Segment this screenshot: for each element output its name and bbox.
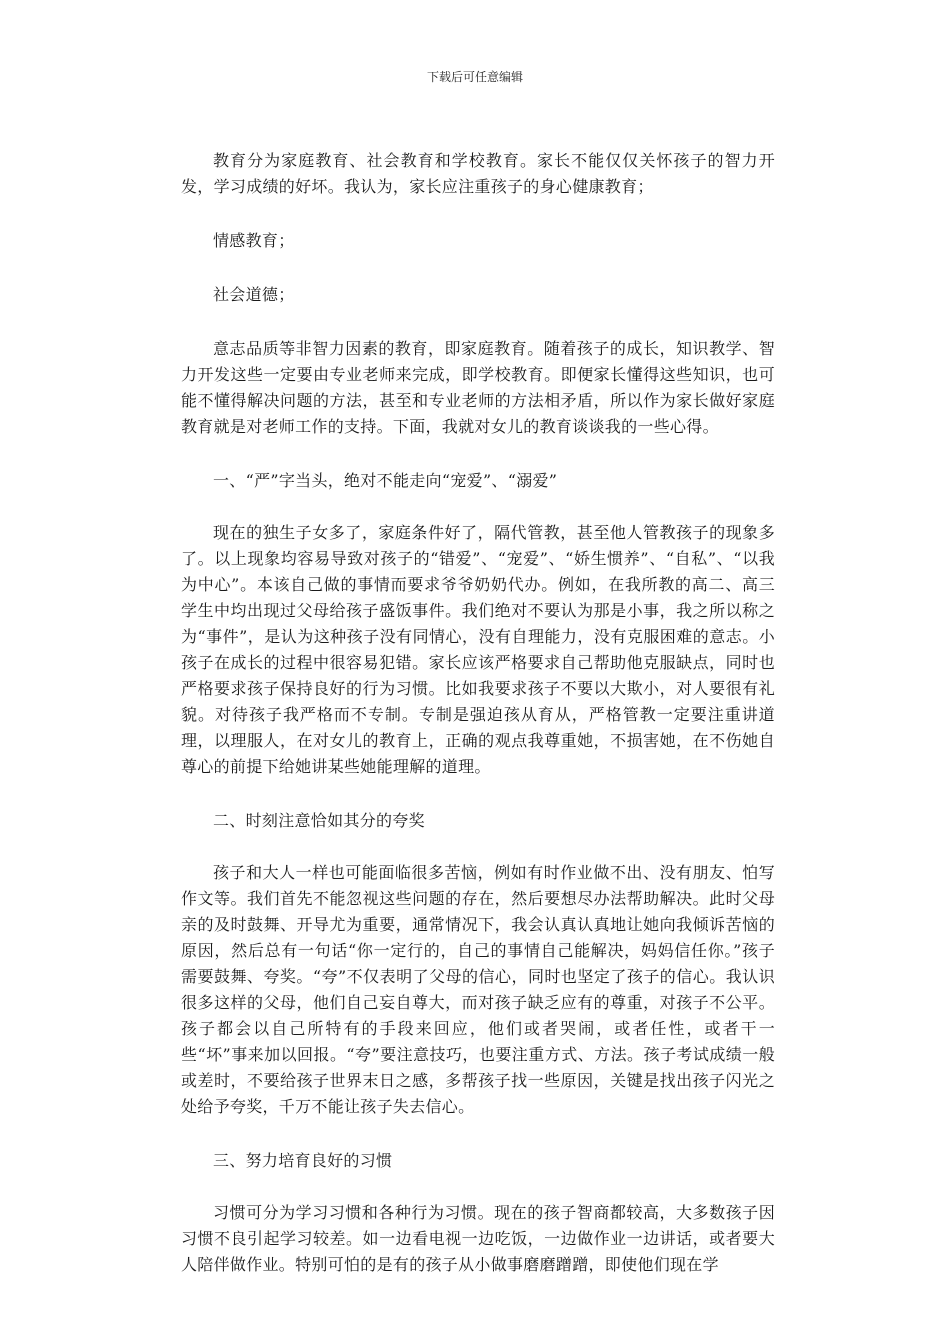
paragraph-will-quality: 意志品质等非智力因素的教育，即家庭教育。随着孩子的成长，知识教学、智力开发这些一定要由专业老师来完成，即学校教育。即便家长懂得这些知识，也可能不懂得解决问题的方法，甚至和专业老师的方法相矛盾，所以作为家长做好家庭教育就是对老师工作的支持。下面，我就对女儿的教育谈谈我的一些心得。 — [181, 339, 775, 436]
paragraph-emotional-education: 情感教育； — [213, 231, 295, 250]
paragraph-strictness: 现在的独生子女多了，家庭条件好了，隔代管教，甚至他人管教孩子的现象多了。以上现象均容易导致对孩子的“错爱”、“宠爱”、“娇生惯养”、“自私”、“以我为中心”。本该自己做的事情而要求爷爷奶奶代办。例如，在我所教的高二、高三学生中均出现过父母给孩子盛饭事件。我们绝对不要认为那是小事，我之所以称之为“事件”，是认为这种孩子没有同情心，没有自理能力，没有克服困难的意志。小孩子在成长的过程中很容易犯错。家长应该严格要求自己帮助他克服缺点，同时也严格要求孩子保持良好的行为习惯。比如我要求孩子不要以大欺小，对人要很有礼貌。对待孩子我严格而不专制。专制是强迫孩从育从，严格管教一定要注重讲道理，以理服人，在对女儿的教育上，正确的观点我尊重她，不损害她，在不伤她自尊心的前提下给她讲某些她能理解的道理。 — [181, 523, 775, 776]
section-heading-1: 一、“严”字当头，绝对不能走向“宠爱”、“溺爱” — [213, 471, 558, 490]
download-note: 下载后可任意编辑 — [426, 70, 523, 84]
paragraph-intro: 教育分为家庭教育、社会教育和学校教育。家长不能仅仅关怀孩子的智力开发，学习成绩的好坏。我认为，家长应注重孩子的身心健康教育； — [181, 151, 775, 196]
section-heading-3: 三、努力培育良好的习惯 — [213, 1151, 393, 1170]
paragraph-habits: 习惯可分为学习习惯和各种行为习惯。现在的孩子智商都较高，大多数孩子因习惯不良引起学习较差。如一边看电视一边吃饭，一边做作业一边讲话，或者要大人陪伴做作业。特别可怕的是有的孩子从小做事磨磨蹭蹭，即使他们现在学 — [181, 1203, 775, 1274]
section-heading-2: 二、时刻注意恰如其分的夸奖 — [213, 811, 425, 830]
paragraph-social-morality: 社会道德； — [213, 285, 295, 304]
document-body — [181, 148, 775, 1306]
paragraph-praise: 孩子和大人一样也可能面临很多苦恼，例如有时作业做不出、没有朋友、怕写作文等。我们首先不能忽视这些问题的存在，然后要想尽办法帮助解决。此时父母亲的及时鼓舞、开导尤为重要，通常情况下，我会认真认真地让她向我倾诉苦恼的原因，然后总有一句话“你一定行的，自己的事情自己能解决，妈妈信任你。”孩子需要鼓舞、夸奖。“夸”不仅表明了父母的信心，同时也坚定了孩子的信心。我认识很多这样的父母，他们自己妄自尊大，而对孩子缺乏应有的尊重，对孩子不公平。孩子都会以自己所特有的手段来回应，他们或者哭闹，或者任性，或者干一些“坏”事来加以回报。“夸”要注意技巧，也要注重方式、方法。孩子考试成绩一般或差时，不要给孩子世界末日之感，多帮孩子找一些原因，关键是找出孩子闪光之处给予夸奖，千万不能让孩子失去信心。 — [181, 863, 775, 1116]
